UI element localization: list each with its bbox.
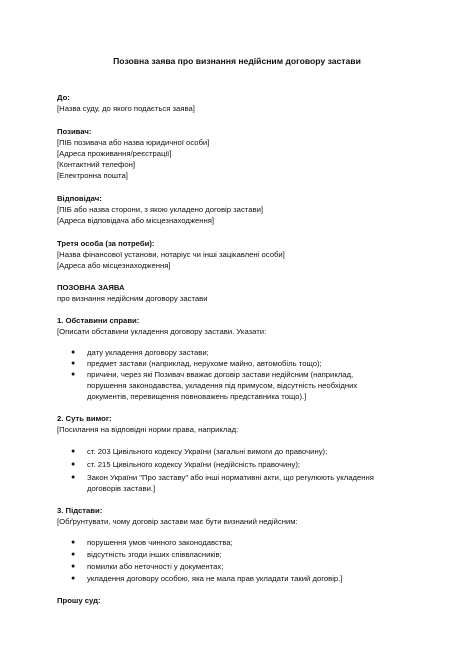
- section2-intro: [Посилання на відповідні норми права, наприклад:: [57, 425, 239, 434]
- list-item-continued: документів, перевищення повноважень представника тощо).]: [87, 392, 307, 401]
- bullet-dot-icon: ●: [71, 551, 76, 558]
- bullet-dot-icon: ●: [71, 539, 76, 546]
- defendant-name-line: [ПІБ або назва сторони, з якою укладено договір застави]: [57, 205, 264, 214]
- claim-heading: ПОЗОВНА ЗАЯВА: [57, 283, 125, 292]
- third-party-heading: Третя особа (за потреби):: [57, 239, 155, 248]
- defendant-address-line: [Адреса відповідача або місцезнаходження]: [57, 216, 215, 225]
- section3-intro: [Обґрунтувати, чому договір застави має бути визнаний недійсним:: [57, 517, 298, 526]
- list-item: дату укладення договору застави;: [87, 348, 209, 357]
- list-item-continued: порушення законодавства, укладення під примусом, відсутність необхідних: [87, 381, 358, 390]
- list-item: ст. 215 Цивільного кодексу України (недійсність правочину);: [87, 460, 301, 469]
- bullet-dot-icon: ●: [71, 371, 76, 378]
- list-item: ст. 203 Цивільного кодексу України (загальні вимоги до правочину);: [87, 447, 328, 456]
- bullet-dot-icon: ●: [71, 360, 76, 367]
- list-item: причини, через які Позивач вважає договір застави недійсним (наприклад,: [87, 370, 354, 379]
- third-party-address-line: [Адреса або місцезнаходження]: [57, 261, 171, 270]
- plaintiff-address-line: [Адреса проживання/реєстрації]: [57, 149, 172, 158]
- list-item: відсутність згоди інших співвласників;: [87, 550, 222, 559]
- list-item: помилки або неточності у документах;: [87, 562, 224, 571]
- section2-heading: 2. Суть вимог:: [57, 414, 112, 423]
- bullet-dot-icon: ●: [71, 448, 76, 455]
- defendant-heading: Відповідач:: [57, 194, 102, 203]
- plaintiff-email-line: [Електронна пошта]: [57, 171, 128, 180]
- bullet-dot-icon: ●: [71, 461, 76, 468]
- to-court-line: [Назва суду, до якого подається заява]: [57, 104, 195, 113]
- bullet-dot-icon: ●: [71, 349, 76, 356]
- plaintiff-phone-line: [Контактний телефон]: [57, 160, 135, 169]
- to-heading: До:: [57, 93, 70, 102]
- list-item-continued: договорів застави.]: [87, 484, 156, 493]
- section3-heading: 3. Підстави:: [57, 506, 103, 515]
- section1-intro: [Описати обставини укладення договору застави. Указати:: [57, 327, 267, 336]
- list-item: порушення умов чинного законодавства;: [87, 538, 233, 547]
- bullet-dot-icon: ●: [71, 575, 76, 582]
- document-title: Позовна заява про визнання недійсним договору застави: [113, 56, 361, 66]
- list-item: Закон України "Про заставу" або інші нормативні акти, що регулюють укладення: [87, 473, 374, 482]
- plaintiff-heading: Позивач:: [57, 127, 92, 136]
- request-heading: Прошу суд:: [57, 596, 101, 605]
- third-party-name-line: [Назва фінансової установи, нотаріус чи інші зацікавлені особи]: [57, 250, 285, 259]
- list-item: предмет застави (наприклад, нерухоме майно, автомобіль тощо);: [87, 359, 322, 368]
- section1-heading: 1. Обставини справи:: [57, 316, 140, 325]
- claim-subtitle: про визнання недійсним договору застави: [57, 294, 208, 303]
- bullet-dot-icon: ●: [71, 474, 76, 481]
- plaintiff-name-line: [ПІБ позивача або назва юридичної особи]: [57, 138, 210, 147]
- list-item: укладення договору особою, яка не мала прав укладати такий договір.]: [87, 574, 343, 583]
- bullet-dot-icon: ●: [71, 563, 76, 570]
